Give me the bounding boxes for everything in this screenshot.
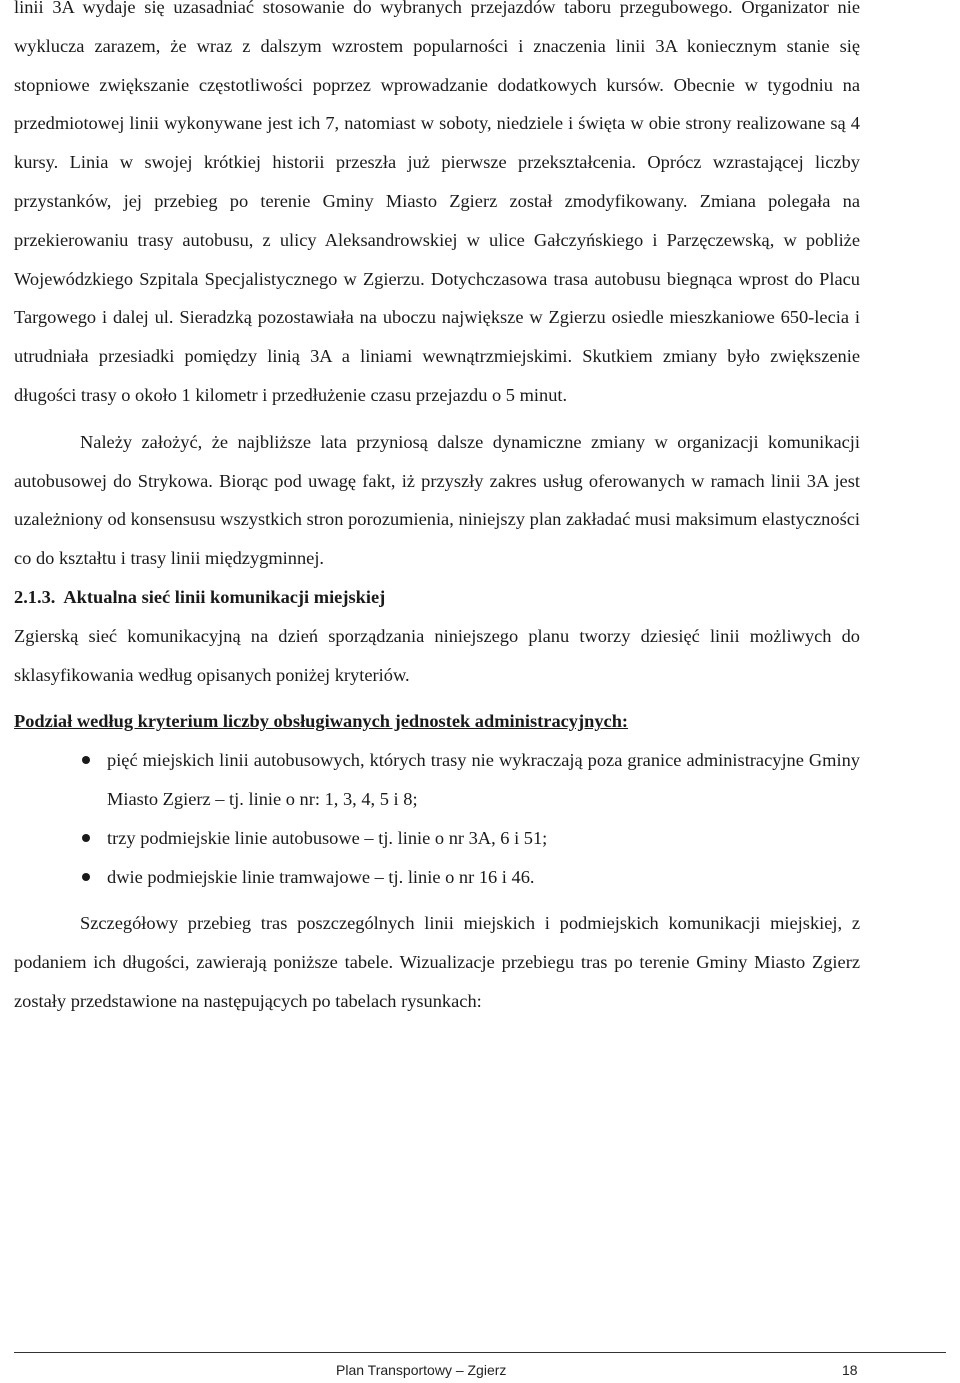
paragraph-tables-intro: Szczegółowy przebieg tras poszczególnych linii miejskich i podmiejskich komunikacji miejskiej, z podaniem ich długości, zawierają poniższe tabele. Wizualizacje przebiegu tras po terenie Gminy Miasto Zgierz zostały przedstawione na następujących po tabelach rysunkach: xyxy=(14,913,860,1011)
paragraph-linia-3a: linii 3A wydaje się uzasadniać stosowanie do wybranych przejazdów taboru przegubowego. Organizator nie wyklucza zarazem, że wraz z dalszym wzrostem popularności i znaczenia linii 3A koniecznym stanie się stopniowe zwiększanie częstotliwości poprzez wprowadzanie dodatkowych kursów. Obecnie w tygodniu na przedmiotowej linii wykonywane jest ich 7, natomiast w soboty, niedziele i święta w obie strony realizowane są 4 kursy. Linia w swojej krótkiej historii przeszła już pierwsze przekształcenia. Oprócz wzrastającej liczby przystanków, jej przebieg po terenie Gminy Miasto Zgierz został zmodyfikowany. Zmiana polegała na przekierowaniu trasy autobusu, z ulicy Aleksandrowskiej w ulice Gałczyńskiego i Parzęczewską, w pobliże Wojewódzkiego Szpitala Specjalistycznego w Zgierzu. Dotychczasowa trasa autobusu biegnąca wprost do Placu Targowego i dalej ul. Sieradzką pozostawiała na uboczu największe w Zgierzu osiedle mieszkaniowe 650-lecia i utrudniała przesiadki pomiędzy linią 3A a liniami wewnątrzmiejskimi. Skutkiem zmiany było zwiększenie długości trasy o około 1 kilometr i przedłużenie czasu przejazdu o 5 minut. xyxy=(14,0,860,405)
lines-list xyxy=(14,741,860,896)
page-footer xyxy=(0,1360,960,1382)
page-number: 18 xyxy=(842,1362,858,1378)
list-item xyxy=(14,741,860,819)
footer-title: Plan Transportowy – Zgierz xyxy=(336,1362,507,1378)
section-number: 2.1.3. xyxy=(14,586,56,607)
list-item-text: dwie podmiejskie linie tramwajowe – tj. linie o nr 16 i 46. xyxy=(107,866,535,887)
paragraph-network-intro: Zgierską sieć komunikacyjną na dzień sporządzania niniejszego planu tworzy dziesięć linii możliwych do sklasyfikowania według opisanych poniżej kryteriów. xyxy=(14,625,860,685)
bullet-icon xyxy=(82,873,90,881)
paragraph-outlook: Należy założyć, że najbliższe lata przyniosą dalsze dynamiczne zmiany w organizacji komunikacji autobusowej do Strykowa. Biorąc pod uwagę fakt, iż przyszły zakres usług oferowanych w ramach linii 3A jest uzależniony od konsensusu wszystkich stron porozumienia, niniejszy plan zakładać musi maksimum elastyczności co do kształtu i trasy linii międzygminnej. xyxy=(14,431,860,569)
list-item-text: trzy podmiejskie linie autobusowe – tj. linie o nr 3A, 6 i 51; xyxy=(107,827,548,848)
bullet-icon xyxy=(82,756,90,764)
bullet-icon xyxy=(82,834,90,842)
list-item xyxy=(14,858,860,897)
section-heading xyxy=(14,578,860,617)
criterion-heading: Podział według kryterium liczby obsługiwanych jednostek administracyjnych: xyxy=(14,711,629,732)
page-content xyxy=(14,0,860,1021)
list-item-text: pięć miejskich linii autobusowych, których trasy nie wykraczają poza granice administracyjne Gminy Miasto Zgierz – tj. linie o nr: 1, 3, 4, 5 i 8; xyxy=(107,750,860,809)
section-title: Aktualna sieć linii komunikacji miejskiej xyxy=(63,586,386,607)
footer-divider xyxy=(14,1352,946,1353)
list-item xyxy=(14,819,860,858)
